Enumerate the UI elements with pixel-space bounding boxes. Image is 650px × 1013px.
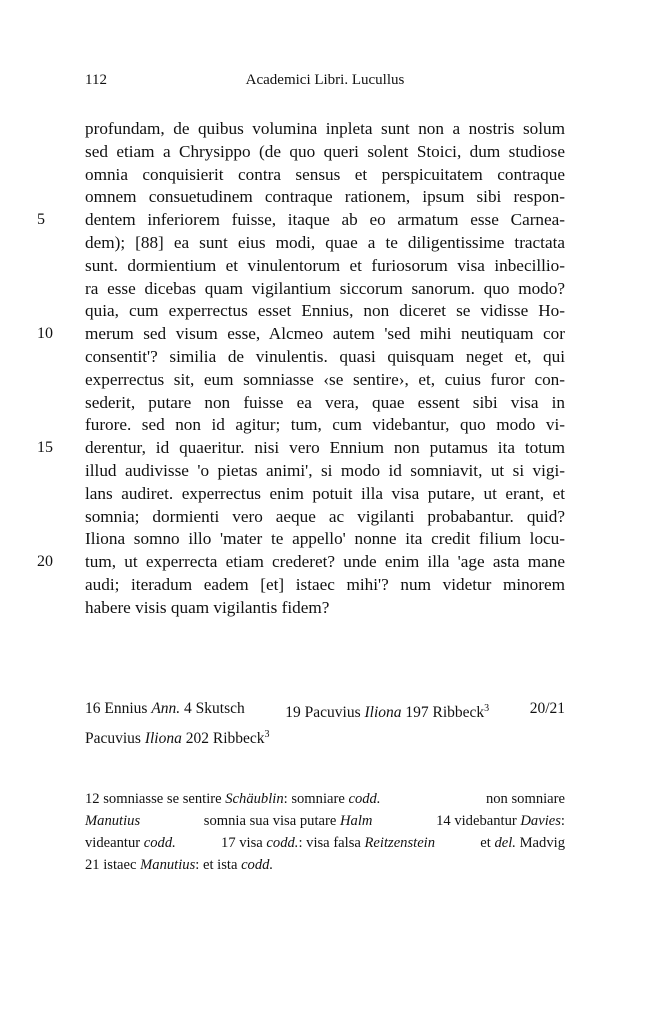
text-line: experrectus sit, eum somniasse ‹se sentire›, et, cuius furor con-	[85, 369, 565, 389]
text-line: dem); [88] ea sunt eius modi, quae a te diligentissime tractata	[85, 232, 565, 252]
text-line: habere visis quam vigilantis fidem?	[85, 597, 330, 617]
source-note: 19 Pacuvius Iliona 197 Ribbeck$^3$	[285, 703, 490, 721]
source-row	[85, 724, 565, 750]
running-title: Academici Libri. Lucullus	[245, 72, 405, 88]
apparatus-entry: 14 videbantur Davies:	[436, 813, 565, 829]
text-line: 5 dentem inferiorem fuisse, itaque ab eo armatum esse Carnea-	[85, 209, 565, 232]
source-notes	[85, 698, 565, 750]
apparatus-row	[85, 788, 565, 810]
line-number: 20	[37, 553, 53, 571]
text-line: illud audivisse 'o pietas animi', si modo id somniavit, ut si vigi-	[85, 460, 565, 480]
text-line: omnem consuetudinem contraque rationem, ipsum sibi respon-	[85, 187, 565, 207]
main-text	[37, 118, 565, 620]
line-number: 5	[37, 211, 45, 229]
text-line: sederit, putare non fuisse ea vera, quae essent sibi visa in	[85, 392, 565, 412]
text-line: furore. sed non id agitur; tum, cum videbantur, quo modo vi-	[85, 415, 565, 435]
text-line: consentit'? similia de vinulentis. quasi quisquam neget et, qui	[85, 346, 565, 366]
apparatus-entry: non somniare	[485, 791, 565, 807]
apparatus-entry: 21 istaec Manutius: et ista codd.	[85, 857, 274, 873]
text-line: 15 derentur, id quaeritur. nisi vero Ennium non putamus ita totum	[85, 437, 565, 460]
text-line: quia, cum experrectus esset Ennius, non diceret se vidisse Ho-	[85, 301, 565, 321]
apparatus-entry: et del. Madvig	[480, 835, 565, 851]
text-line: sed etiam a Chrysippo (de quo queri solent Stoici, dum studiose	[85, 141, 565, 161]
critical-apparatus	[85, 788, 565, 876]
apparatus-entry: 17 visa codd.: visa falsa Reitzenstein	[221, 835, 436, 851]
apparatus-row	[85, 832, 565, 854]
running-head	[85, 72, 565, 94]
apparatus-entry: videantur codd.	[85, 835, 176, 851]
text-line: ra esse dicebas quam vigilantium siccorum sanorum. quo modo?	[85, 278, 565, 298]
text-line: sunt. dormientium et vinulentorum et furiosorum visa inbecillio-	[85, 255, 565, 275]
apparatus-row	[85, 810, 565, 832]
apparatus-row	[85, 854, 565, 876]
line-number: 10	[37, 325, 53, 343]
text-line: somnia; dormienti vero aeque ac vigilanti probabantur. quid?	[85, 506, 565, 526]
source-row	[85, 698, 565, 724]
text-line: omnia conquisierit contra sensus et perspicuitatem contraque	[85, 164, 565, 184]
apparatus-editor: Manutius	[85, 813, 141, 829]
apparatus-entry: somnia sua visa putare Halm	[203, 813, 373, 829]
text-line: profundam, de quibus volumina inpleta sunt non a nostris solum	[85, 119, 565, 138]
source-note: 20/21	[529, 700, 565, 717]
text-line: 10 merum sed visum esse, Alcmeo autem 'sed mihi neutiquam cor	[85, 323, 565, 346]
text-line: Iliona somno illo 'mater te appello' nonne ita credit filium locu-	[85, 529, 565, 549]
text-line: lans audiret. experrectus enim potuit illa visa putare, ut erant, et	[85, 483, 565, 503]
text-line: audi; iteradum eadem [et] istaec mihi'? num videtur minorem	[85, 574, 565, 594]
line-number: 15	[37, 439, 53, 457]
text-line: 20 tum, ut experrecta etiam crederet? unde enim illa 'age asta mane	[85, 551, 565, 574]
apparatus-entry: 12 somniasse se sentire Schäublin: somniare codd.	[85, 791, 381, 807]
source-note: Pacuvius Iliona 202 Ribbeck$^3$	[85, 729, 270, 747]
source-note: 16 Ennius Ann. 4 Skutsch	[85, 700, 245, 717]
page-number: 112	[85, 72, 107, 88]
